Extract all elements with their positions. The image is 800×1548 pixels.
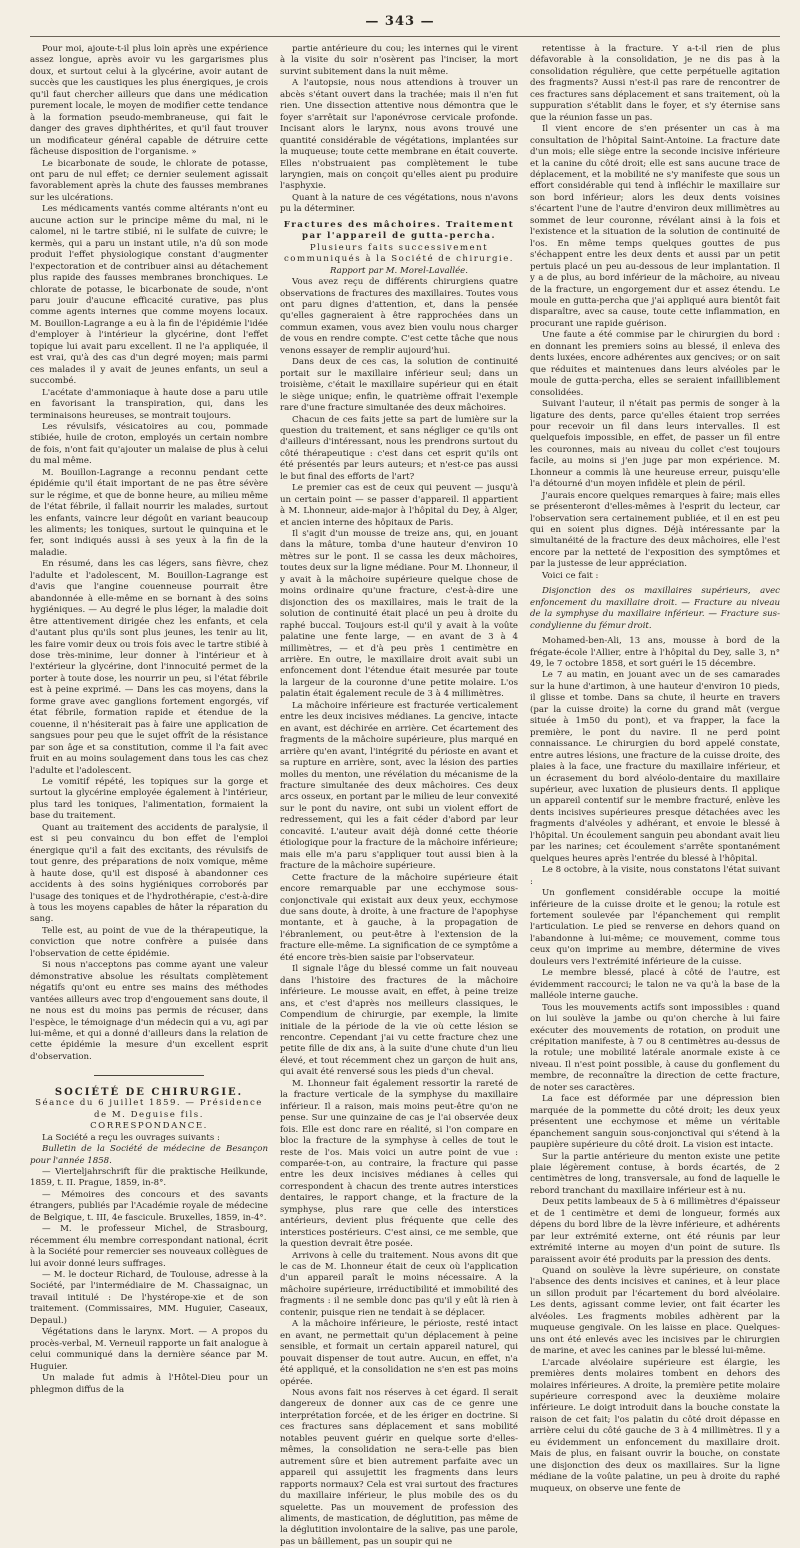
paragraph: La face est déformée par une dépression bien marquée de la pommette du côté droit; les deux yeux présentent une ecchymose et même un véritable épanchement sanguin sous-conjonctival qui s'étend à la paupière supérieure du côté droit. La vision est intacte. (530, 1094, 780, 1151)
paragraph: Bulletin de la Société de médecine de Besançon pour l'année 1858. (30, 1144, 268, 1166)
paragraph: Le bicarbonate de soude, le chlorate de potasse, ont paru de nul effet; ce dernier seulement agissait favorablement après la chute des fausses membranes sur les ulcérations. (30, 158, 268, 203)
paragraph: M. Bouillon-Lagrange a reconnu pendant cette épidémie qu'il était important de ne pas être sévère sur le régime, et que de bonne heure, au milieu même de l'état fébrile, il fallait nourrir les malades, surtout les enfants, vaincre leur dégoût en variant beaucoup les aliments; les toniques, surtout le quinquina et le fer, sont indiqués aussi à ses yeux à la fin de la maladie. (30, 467, 268, 558)
paragraph: Sur la partie antérieure du menton existe une petite plaie légèrement contuse, à bords écartés, de 2 centimètres de long, transversale, au fond de laquelle le rebord tranchant du maxillaire inférieur est à nu. (530, 1151, 780, 1196)
paragraph: Tous les mouvements actifs sont impossibles : quand on lui soulève la jambe ou qu'on cherche à lui faire exécuter des mouvements de rotation, on produit une crépitation manifeste, à 7 ou 8 centimètres au-dessus de la rotule; une mobilité latérale anormale existe à ce niveau. Il n'est point possible, à cause du gonflement du membre, de reconnaître la direction de cette fracture, de noter ses caractères. (530, 1002, 780, 1093)
case-title: Disjonction des os maxillaires supérieurs, avec enfoncement du maxillaire droit. — Fracture au niveau de la symphyse du maxillaire inférieur. — Fracture sus-condylienne du fémur droit. (530, 586, 780, 631)
paragraph: La Société a reçu les ouvrages suivants : (42, 1132, 220, 1143)
paragraph: Pour moi, ajoute-t-il plus loin après une expérience assez longue, après avoir vu les gargarismes plus doux, et surtout celui à la glycérine, avoir autant de succès que les caustiques les plus énergiques, je crois qu'il faut chercher ailleurs que dans une médication purement locale, le moyen de modifier cette tendance à la formation pseudo-membraneuse, qui fait le danger des graves diphthérites, et qu'il faut trouver un modificateur général capable de détruire cette fâcheuse disposition de l'organisme. » (30, 44, 268, 158)
paragraph: J'aurais encore quelques remarques à faire; mais elles se présenteront d'elles-mêmes à l'esprit du lecteur, car l'observation sera certainement publiée, et il en est peu qui en soient plus dignes. Déjà intéressante par la simultanéité de la fracture des deux mâchoires, elle l'est encore par la netteté de l'exposition des symptômes et par la justesse de leur appréciation. (530, 490, 780, 570)
column-left (30, 44, 268, 1395)
paragraph: Dans deux de ces cas, la solution de continuité portait sur le maxillaire inférieur seul; dans un troisième, c'était le maxillaire supérieur qui en était le siège unique; enfin, le quatrième offrait l'exemple rare d'une fracture simultanée des deux mâchoires. (280, 357, 518, 414)
paragraph: A l'autopsie, nous nous attendions à trouver un abcès s'étant ouvert dans la trachée; mais il n'en fut rien. Une dissection attentive nous démontra que le foyer s'arrêtait sur l'aponévrose cervicale profonde. Incisant alors le larynx, nous avons trouvé une quantité considérable de végétations, implantées sur la muqueuse; toute cette membrane en était couverte. Elles n'obstruaient pas complètement le tube laryngien, mais on conçoit qu'elles aient pu produire l'asphyxie. (280, 78, 518, 192)
paragraph: Les révulsifs, vésicatoires au cou, pommade stibiée, huile de croton, employés un certain nombre de fois, n'ont fait qu'ajouter un malaise de plus à celui du mal même. (30, 421, 268, 467)
session-line: Séance du 6 juillet 1859. — Présidence de M. Deguise fils. (35, 1098, 263, 1120)
paragraph: Un gonflement considérable occupe la moitié inférieure de la cuisse droite et le genou; la rotule est fortement soulevée par l'épanchement qui remplit l'articulation. Le pied se renverse en dehors quand on l'abandonne à lui-même; ce mouvement, comme tous ceux qu'on imprime au membre, détermine de vives douleurs vers l'extrémité inférieure de la cuisse. (530, 888, 780, 967)
paragraph: M. Lhonneur fait également ressortir la rareté de la fracture verticale de la symphyse du maxillaire inférieur. Il a raison, mais moins peut-être qu'on ne pense. Sur une quinzaine de cas je l'ai observée deux fois. Elle est donc rare en réalité, si l'on compare en bloc la fracture de la symphyse à celles de tout le reste de l'os. Mais voici un autre point de vue : comparée-t-on, au contraire, la fracture qui passe entre les deux incisives médianes à celles qui correspondent à chacun des trente autres interstices dentaires, le rapport change, et la fracture de la symphyse, plus rare que celle des interstices antérieurs, devient plus fréquente que celle des interstices postérieurs. C'est ainsi, ce me semble, que la question devrait être posée. (280, 1078, 518, 1250)
society-title: SOCIÉTÉ DE CHIRURGIE. (54, 1086, 244, 1098)
paragraph: — M. le docteur Richard, de Toulouse, adresse à la Société, par l'intermédiaire de M. Chassaignac, un travail intitulé : De l'hystérope-xie et de son traitement. (Commissaires, MM. Huguier, Caseaux, Depaul.) (30, 1270, 268, 1326)
paragraph: L'arcade alvéolaire supérieure est élargie, les premières dents molaires tombent en dehors des molaires inférieures. A droite, la première petite molaire supérieure correspond avec la deuxième molaire inférieure. Le doigt introduit dans la bouche constate la raison de cet fait; l'os palatin du côté droit dépasse en arrière celui du côté gauche de 3 à 4 millimètres. Il y a eu évidemment un enfoncement du maxillaire droit. Mais de plus, en faisant ouvrir la bouche, on constate une disjonction des deux os maxillaires. Sur la ligne médiane de la voûte palatine, un peu à droite du raphé muqueux, on observe une fente de (530, 1357, 780, 1494)
paragraph: Deux petits lambeaux de 5 à 6 millimètres d'épaisseur et de 1 centimètre et demi de longueur, formés aux dépens du bord libre de la lèvre inférieure, et adhérents par leur extrémité externe, ont été réunis par leur extrémité interne au moyen d'un point de suture. Ils paraissent avoir été produits par la pression des dents. (530, 1197, 780, 1265)
column-right (530, 44, 780, 1494)
paragraph: — Vierteljahrschrift für die praktische Heilkunde, 1859, t. II. Prague, 1859, in-8°. (30, 1166, 268, 1189)
paragraph: Quand on soulève la lèvre supérieure, on constate l'absence des dents incisives et canines, et à leur place un sillon produit par l'écartement du bord alvéolaire. Les dents, agissant comme levier, ont fait écarter les alvéoles. Les fragments mobiles adhèrent par la muqueuse gengivale. On les laisse en place. Quelques-uns ont été enlevés avec les incisives par le chirurgien de marine, et avec les canines par le blessé lui-même. (530, 1266, 780, 1357)
paragraph: Il signale l'âge du blessé comme un fait nouveau dans l'histoire des fractures de la mâchoire inférieure. Le mousse avait, en effet, à peine treize ans, et c'est d'après nos meilleurs classiques, le Compendium de chirurgie, par exemple, la limite initiale de la période de la vie où cette lésion se rencontre. Cependant j'ai vu cette fracture chez une petite fille de dix ans, à la suite d'une chute d'un lieu élevé, et tout récemment chez un garçon de huit ans, qui avait été renversé sous les pieds d'un cheval. (280, 964, 518, 1078)
paragraph: En résumé, dans les cas légers, sans fièvre, chez l'adulte et l'adolescent, M. Bouillon-Lagrange est d'avis que l'angine couenneuse pourrait être abandonnée à elle-même en se bornant à des soins hygiéniques. — Au degré le plus léger, la maladie doit être attentivement dirigée chez les enfants, et cela d'autant plus qu'ils sont plus jeunes, les tenir au lit, les faire vomir deux ou trois fois avec le tartre stibié à dose très-minime, leur donner à l'intérieur et à l'extérieur la glycérine, dont l'innocuité permet de la porter à toute dose, les nourrir un peu, si l'état fébrile est à peine exprimé. — Dans les cas moyens, dans la forme grave avec ganglions fortement engorgés, vif état fébrile, formation rapide et étendue de la couenne, il n'hésiterait pas à faire une application de sangsues pour peu que le sujet offrît de la résistance par son âge et sa constitution, comme il l'a fait avec fruit en au moins soulagement dans tous les cas chez l'adulte et l'adolescent. (30, 559, 268, 776)
paragraph: Il s'agit d'un mousse de treize ans, qui, en jouant dans la mâture, tomba d'une hauteur d'environ 10 mètres sur le pont. Il se cassa les deux mâchoires, toutes deux sur la ligne médiane. Pour M. Lhonneur, il y avait à la mâchoire supérieure quelque chose de moins ordinaire qu'une fracture, c'est-à-dire une disjonction des os maxillaires, mais le trait de la solution de continuité était placé un peu à droite du raphé buccal. Toujours est-il qu'il y avait à la voûte palatine une fente large, — en avant de 3 à 4 millimètres, — et d'à peu près 1 centimètre en arrière. En outre, le maxillaire droit avait subi un enfoncement dont l'étendue était mesurée par toute la largeur de la couronne d'une petite molaire. L'os palatin était également recule de 3 à 4 millimètres. (280, 529, 518, 700)
paragraph: Le 8 octobre, à la visite, nous constatons l'état suivant : (530, 865, 780, 887)
header-rule (30, 36, 780, 37)
paragraph: A la mâchoire inférieure, le périoste, resté intact en avant, ne permettait qu'un déplacement à peine sensible, et formait un certain appareil naturel, qui pouvait dispenser de tout autre. Aucun, en effet, n'a été appliqué, et la consolidation ne s'en est pas moins opérée. (280, 1319, 518, 1387)
paragraph: Chacun de ces faits jette sa part de lumière sur la question du traitement, et sans négliger ce qu'ils ont d'ailleurs d'intéressant, nous les prendrons surtout du côté thérapeutique : c'est dans cet esprit qu'ils ont été présentés par leurs auteurs; et n'est-ce pas aussi le but final des efforts de l'art? (280, 414, 518, 482)
paragraph: retentisse à la fracture. Y a-t-il rien de plus défavorable à la consolidation, je ne dis pas à la consolidation régulière, que cette perpétuelle agitation des fragments? Aussi n'est-il pas rare de rencontrer de ces fractures sans déplacement et sans traitement, où la suppuration s'établit dans le foyer, et s'y éternise sans que la réunion fasse un pas. (530, 44, 780, 123)
paragraph: — M. le professeur Michel, de Strasbourg, récemment élu membre correspondant national, écrit à la Société pour remercier ses nouveaux collègues de lui avoir donné leurs suffrages. (30, 1224, 268, 1269)
report-author: Rapport par M. Morel-Lavallée. (329, 265, 469, 276)
paragraph: Les médicaments vantés comme altérants n'ont eu aucune action sur le principe même du mal, ni le calomel, ni le tartre stibié, ni le sulfate de cuivre; le kermès, qui a paru un instant utile, n'a dû son mode produit l'effet physiologique constant d'augmenter l'expectoration et de contribuer ainsi au détachement plus rapide des fausses membranes bronchiques. Le chlorate de potasse, le bicarbonate de soude, n'ont paru jouir d'aucune efficacité curative, pas plus comme agents internes que comme moyens locaux. M. Bouillon-Lagrange a eu à la fin de l'épidémie l'idée d'employer à l'intérieur la glycérine, dont l'effet topique lui avait paru excellent. Il ne l'a appliquée, il est vrai, qu'à des cas d'un degré moyen; mais parmi ces malades il y avait de jeunes enfants, un seul a succombé. (30, 204, 268, 387)
paragraph: Nous avons fait nos réserves à cet égard. Il serait dangereux de donner aux cas de ce genre une interprétation forcée, et de les ériger en doctrine. Si ces fractures sans déplacement et sans mobilité notables peuvent guérir en quelque sorte d'elles-mêmes, la consolidation ne sera-t-elle pas bien autrement sûre et bien autrement parfaite avec un appareil qui assujettit les fragments dans leurs rapports normaux? Cela est vrai surtout des fractures du maxillaire inférieur, le plus mobile des os du squelette. Pas un mouvement de profession des aliments, de mastication, de déglutition, pas même de la déglutition involontaire de la salive, pas une parole, pas un bâillement, pas un soupir qui ne (280, 1388, 518, 1547)
page-number: — 343 — (365, 14, 435, 29)
ornament-divider (30, 1069, 268, 1080)
article-title: Fractures des mâchoires. Traitement par l'appareil de gutta-percha. (283, 219, 515, 242)
paragraph: Cette fracture de la mâchoire supérieure était encore remarquable par une ecchymose sous-conjonctivale qui existait aux deux yeux, ecchymose due sans doute, à droite, à une fracture de l'apophyse montante, et à gauche, à la propagation de l'ébranlement, ou peut-être à l'extension de la fracture elle-même. La signification de ce symptôme a été encore très-bien saisie par l'observateur. (280, 872, 518, 963)
paragraph: La mâchoire inférieure est fracturée verticalement entre les deux incisives médianes. La gencive, intacte en avant, est déchirée en arrière. Cet écartement des fragments de la mâchoire supérieure, plus marqué en arrière qu'en avant, l'intégrité du périoste en avant et sa rupture en arrière, sont, avec la lésion des parties molles du menton, une révélation du mécanisme de la fracture simultanée des deux mâchoires. Ces deux arcs osseux, en portant par le milieu de leur convexité sur le pont du navire, ont subi un violent effort de redressement, qui les a fait céder d'abord par leur concavité. L'auteur avait déjà donné cette théorie étiologique pour la fracture de la mâchoire inférieure; mais elle m'a paru s'appliquer tout aussi bien à la fracture de la mâchoire supérieure. (280, 700, 518, 872)
page-header (0, 14, 800, 34)
paragraph: — Mémoires des concours et des savants étrangers, publiés par l'Académie royale de médecine de Belgique, t. III, 4e fascicule. Bruxelles, 1859, in-4°. (30, 1189, 268, 1223)
article-subtitle: Plusieurs faits successivement communiqués à la Société de chirurgie. (283, 242, 515, 265)
correspondence-title: CORRESPONDANCE. (90, 1121, 208, 1132)
paragraph: Voici ce fait : (542, 570, 599, 581)
paragraph: Suivant l'auteur, il n'était pas permis de songer à la ligature des dents, parce qu'elles étaient trop serrées pour recevoir un fil dans leurs intervalles. Il est quelquefois impossible, en effet, de passer un fil entre les couronnes, mais au niveau du collet c'est toujours facile, au moins si j'en juge par mon expérience. M. Lhonneur a commis là une heureuse erreur, puisqu'elle l'a détourné d'un moyen infidèle et plein de péril. (530, 399, 780, 490)
paragraph: Il vient encore de s'en présenter un cas à ma consultation de l'hôpital Saint-Antoine. La fracture date d'un mois; elle siège entre la seconde incisive inférieure et la canine du côté droit; elle est sans aucune trace de déplacement, et la mobilité ne s'y manifeste que sous un effort considérable qui tend à infléchir le maxillaire sur son bord inférieur; alors les deux dents voisines s'écartent l'une de l'autre d'environ deux millimètres au sommet de leur couronne, révélant ainsi à la fois et l'existence et la situation de la solution de continuité de l'os. En même temps quelques gouttes de pus s'échappent entre les deux dents et aussi par un petit pertuis placé un peu au-dessous de leur implantation. Il y a de plus, au bord inférieur de la mâchoire, au niveau de la fracture, un engorgement dur et assez étendu. Le moule en gutta-percha que j'ai appliqué aura bientôt fait disparaître, avec sa cause, toute cette inflammation, en procurant une rapide guérison. (530, 124, 780, 329)
paragraph: partie antérieure du cou; les internes qui le virent à la visite du soir n'osèrent pas l'inciser, la mort survint subitement dans la nuit même. (280, 44, 518, 77)
paragraph: L'acétate d'ammoniaque à haute dose a paru utile en favorisant la transpiration, qui, dans les terminaisons heureuses, se montrait toujours. (30, 387, 268, 421)
paragraph: Le vomitif répété, les topiques sur la gorge et surtout la glycérine employée également à l'intérieur, plus tard les toniques, l'alimentation, formaient la base du traitement. (30, 777, 268, 822)
column-middle (280, 44, 518, 1547)
paragraph: Une faute a été commise par le chirurgien du bord : en donnant les premiers soins au blessé, il enleva des dents luxées, encore adhérentes aux gencives; or on sait que réduites et maintenues dans leurs alvéoles par le moule de gutta-percha, elles se seraient infailliblement consolidées. (530, 330, 780, 398)
paragraph: Arrivons à celle du traitement. Nous avons dit que le cas de M. Lhonneur était de ceux où l'application d'un appareil paraît le moins nécessaire. A la mâchoire supérieure, irréductibilité et immobilité des fragments : il ne semble donc pas qu'il y eût là rien à contenir, puisque rien ne tendait à se déplacer. (280, 1250, 518, 1318)
paragraph: Un malade fut admis à l'Hôtel-Dieu pour un phlegmon diffus de la (30, 1373, 268, 1395)
paragraph: Vous avez reçu de différents chirurgiens quatre observations de fractures des maxillaires. Toutes vous ont paru dignes d'attention, et, dans la pensée qu'elles gagneraient à être rapprochées dans un commun examen, vous avez bien voulu nous charger de vous en rendre compte. C'est cette tâche que nous venons essayer de remplir aujourd'hui. (280, 277, 518, 356)
paragraph: Mohamed-ben-Ali, 13 ans, mousse à bord de la frégate-école l'Allier, entre à l'hôpital du Dey, salle 3, n° 49, le 7 octobre 1858, et sort guéri le 15 décembre. (530, 636, 780, 670)
paragraph: Telle est, au point de vue de la thérapeutique, la conviction que notre confrère a puisée dans l'observation de cette épidémie. (30, 925, 268, 959)
paragraph: Végétations dans le larynx. Mort. — A propos du procès-verbal, M. Verneuil rapporte un fait analogue à celui communiqué dans la dernière séance par M. Huguier. (30, 1327, 268, 1372)
paragraph: Le membre blessé, placé à côté de l'autre, est évidemment raccourci; le talon ne va qu'à la base de la malléole interne gauche. (530, 968, 780, 1002)
paragraph: Le 7 au matin, en jouant avec un de ses camarades sur la hune d'artimon, à une hauteur d'environ 10 pieds, il glisse et tombe. Dans sa chute, il heurte en travers (par la cuisse droite) la corne du grand mât (vergue située à 1m50 du pont), et va frapper, la face la première, le pont du navire. Il ne perd point connaissance. Le chirurgien du bord appelé constate, entre autres lésions, une fracture de la cuisse droite, des plaies à la face, une fracture du maxillaire inférieur, et un écrasement du bord alvéolo-dentaire du maxillaire supérieur, avec luxation de plusieurs dents. Il applique un appareil contentif sur le membre fracturé, enlève les dents incisives supérieures presque détachées avec les fragments d'alvéoles y adhérant, et envoie le blessé à l'hôpital. Un écoulement sanguin peu abondant avait lieu par les narines; cet écoulement s'arrête spontanément quelques heures après l'entrée du blessé à l'hôpital. (530, 670, 780, 864)
paragraph: Si nous n'acceptons pas comme ayant une valeur démonstrative absolue les résultats complètement négatifs qu'ont eu entre ses mains des méthodes vantées ailleurs avec trop d'engouement sans doute, il ne nous est du moins pas permis de récuser, dans l'espèce, le témoignage d'un médecin qui a vu, agi par lui-même, et qui a donné d'ailleurs dans la relation de cette épidémie la mesure d'un excellent esprit d'observation. (30, 960, 268, 1062)
paragraph: Quant au traitement des accidents de paralysie, il est si peu convaincu du bon effet de l'emploi énergique qu'il a fait des excitants, des révulsifs de tout genre, des préparations de noix vomique, même à haute dose, qu'il est disposé à abandonner ces accidents à des soins hygiéniques corroborés par l'usage des toniques et de l'hydrothérapie, c'est-à-dire à tous les moyens capables de hâter la réparation du sang. (30, 822, 268, 925)
paragraph: Quant à la nature de ces végétations, nous n'avons pu la déterminer. (280, 192, 518, 215)
paragraph: Le premier cas est de ceux qui peuvent — jusqu'à un certain point — se passer d'appareil. Il appartient à M. Lhonneur, aide-major à l'hôpital du Dey, à Alger, et ancien interne des hôpitaux de Paris. (280, 483, 518, 528)
